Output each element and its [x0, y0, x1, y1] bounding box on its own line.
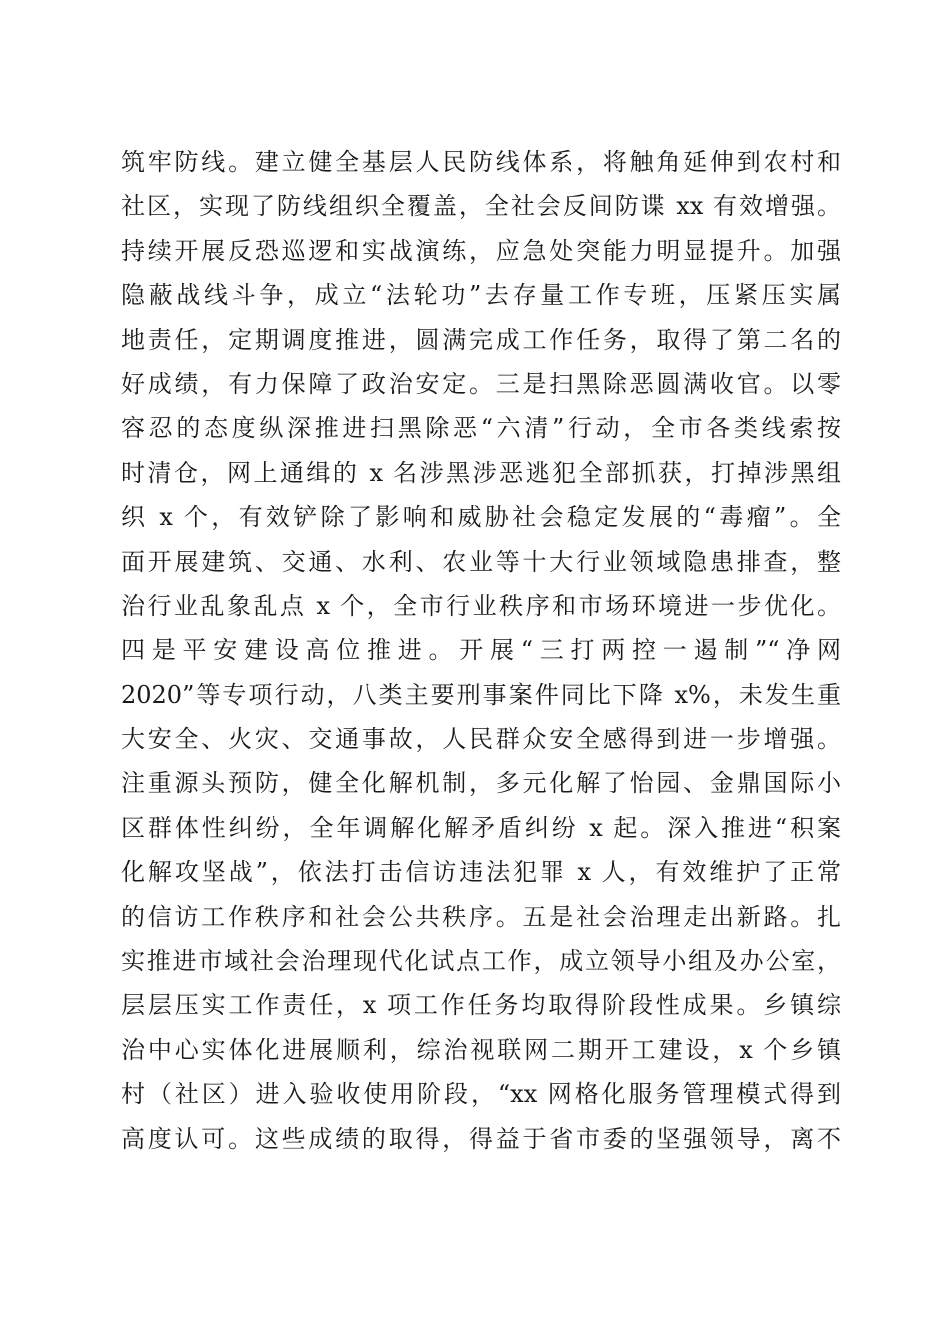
text-line: 的信访工作秩序和社会公共秩序。五是社会治理走出新路。扎 — [121, 902, 841, 931]
text-line: 四是平安建设高位推进。开展“三打两控一遏制”“净网 — [121, 636, 841, 665]
text-line: 治行业乱象乱点 x 个，全市行业秩序和市场环境进一步优化。 — [121, 591, 841, 620]
text-line: 隐蔽战线斗争，成立“法轮功”去存量工作专班，压紧压实属 — [121, 281, 841, 310]
text-line: 容忍的态度纵深推进扫黑除恶“六清”行动，全市各类线索按 — [121, 414, 841, 443]
text-line: 筑牢防线。建立健全基层人民防线体系，将触角延伸到农村和 — [121, 148, 841, 176]
text-line: 化解攻坚战”，依法打击信访违法犯罪 x 人，有效维护了正常 — [121, 858, 841, 887]
text-line: 高度认可。这些成绩的取得，得益于省市委的坚强领导，离不 — [121, 1124, 841, 1153]
text-line: 社区，实现了防线组织全覆盖，全社会反间防谍 xx 有效增强。 — [121, 192, 841, 221]
text-line: 持续开展反恐巡逻和实战演练，应急处突能力明显提升。加强 — [121, 236, 841, 265]
text-line: 好成绩，有力保障了政治安定。三是扫黑除恶圆满收官。以零 — [121, 369, 841, 398]
text-line: 面开展建筑、交通、水利、农业等十大行业领域隐患排查，整 — [121, 547, 841, 576]
text-line: 大安全、火灾、交通事故，人民群众安全感得到进一步增强。 — [121, 725, 841, 754]
text-line: 治中心实体化进展顺利，综治视联网二期开工建设，x 个乡镇 — [121, 1035, 841, 1064]
text-line: 时清仓，网上通缉的 x 名涉黑涉恶逃犯全部抓获，打掉涉黑组 — [121, 458, 841, 487]
text-line: 织 x 个，有效铲除了影响和威胁社会稳定发展的“毒瘤”。全 — [121, 503, 841, 532]
text-line: 注重源头预防，健全化解机制，多元化解了怡园、金鼎国际小 — [121, 769, 841, 798]
text-line: 区群体性纠纷，全年调解化解矛盾纠纷 x 起。深入推进“积案 — [121, 813, 841, 842]
text-line: 2020”等专项行动，八类主要刑事案件同比下降 x%，未发生重 — [121, 680, 841, 709]
text-line: 层层压实工作责任，x 项工作任务均取得阶段性成果。乡镇综 — [121, 991, 841, 1020]
text-line: 村（社区）进入验收使用阶段，“xx 网格化服务管理模式得到 — [121, 1080, 841, 1109]
text-line: 实推进市域社会治理现代化试点工作，成立领导小组及办公室， — [121, 947, 841, 976]
text-line: 地责任，定期调度推进，圆满完成工作任务，取得了第二名的 — [121, 325, 841, 354]
body-paragraph — [121, 140, 841, 1161]
